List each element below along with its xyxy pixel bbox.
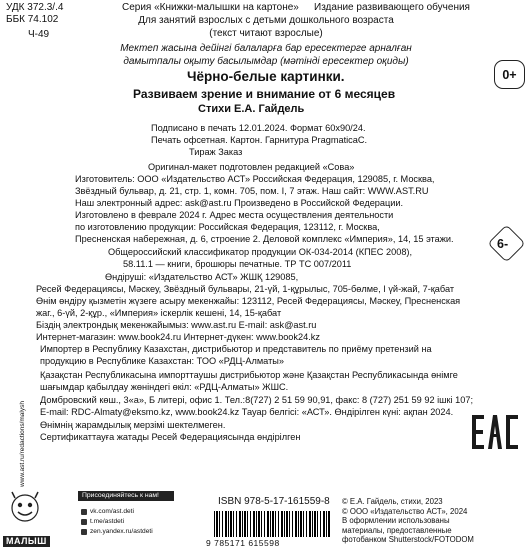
publisher-kz-line: Сертификаттауға жатады Ресей Федерациясында өндірілген <box>40 432 301 442</box>
book-subtitle: Развиваем зрение и внимание от 6 месяцев <box>133 87 396 101</box>
publisher-kz-line: продукцию в Республике Казахстан: ТОО «РДЦ-Алматы» <box>40 356 284 366</box>
social-link-zen[interactable]: zen.yandex.ru/astdeti <box>81 528 153 536</box>
publisher-kz-line: Өнім өндіру қызметін жүзеге асыру мекенжайы: 123112, Ресей Федерациясы, Мәскеу, Пресненская <box>36 296 461 306</box>
zen-icon <box>81 529 87 535</box>
edition-type: Издание развивающего обучения <box>314 2 470 13</box>
publisher-ru-line: 58.11.1 — книги, брошюры печатные. ТР ТС 007/2011 <box>123 259 352 269</box>
social-link-telegram[interactable]: t.me/astdeti <box>81 518 124 526</box>
copyright-line: © Е.А. Гайдель, стихи, 2023 <box>342 497 443 506</box>
copyright-line: © ООО «Издательство АСТ», 2024 <box>342 506 468 516</box>
site-url-vertical[interactable]: www.ast.ru/redactions/malysh <box>19 401 26 487</box>
age-mark-label: 6- <box>497 237 509 251</box>
bbk-code: ББК 74.102 <box>6 14 59 25</box>
publisher-kz-line: Ресей Федерациясы, Мәскеу, Звёздный бульвары, 21-үй, 1-құрылыс, 705-бөлме, I үй-жай, 7-қабат <box>36 284 455 294</box>
publisher-kz-line: Өнімнің жарамдылық мерзімі шектелмеген. <box>40 420 226 430</box>
reader-note-ru: (текст читают взрослые) <box>209 28 323 39</box>
publisher-kz-line: Домбровский көш., 3«а», Б литері, офис 1. Тел.:8(727) 2 51 59 90,91, факс: 8 (727) 251 59 92 ішкі 107; <box>40 395 474 405</box>
copyright-block <box>342 497 474 545</box>
publisher-ru-line: по изготовлению продукции: Российская Федерация, 123112, г. Москва, <box>75 222 380 232</box>
copyright-line: материалы, предоставленные <box>342 525 452 535</box>
audience-ru: Для занятий взрослых с детьми дошкольного возраста <box>138 15 394 26</box>
publisher-kz-line: Біздің электрондық мекенжайымыз: www.ast.ru E-mail: ask@ast.ru <box>36 320 317 330</box>
publisher-ru-line: Оригинал-макет подготовлен редакцией «Сова» <box>148 162 355 172</box>
malysh-logo-icon <box>4 490 46 534</box>
join-us-label: Присоединяйтесь к нам! <box>78 491 174 501</box>
udk-code: УДК 372.3/.4 <box>6 2 64 13</box>
publisher-kz-line: шағымдар қабылдау жөніндегі өкіл: «РДЦ-Алматы» ЖШС. <box>40 382 289 392</box>
audience-kz-line2: дамытпалы оқыту басылымдар (мәтіндi ересектер оқиды) <box>123 56 409 67</box>
copyright-line: В оформлении использованы <box>342 516 450 525</box>
audience-kz-line1: Мектеп жасына дейінгі балаларға бар ересектерге арналған <box>120 43 412 54</box>
age-rating-badge: 0+ <box>494 60 525 89</box>
series-label: Серия «Книжки-малышки на картоне» <box>122 2 299 13</box>
eac-conformity-icon <box>470 412 520 452</box>
barcode-digits: 9 785171 615598 <box>206 538 280 548</box>
publisher-kz-line: Қазақстан Республикасына импорттаушы дистрибьютор және Қазақстан Республикасында өнімге <box>40 370 458 380</box>
publisher-ru-line: Изготовлено в феврале 2024 г. Адрес места осуществления деятельности <box>75 210 394 220</box>
publisher-ru-line: Общероссийский классификатор продукции ОК-034-2014 (КПЕС 2008), <box>108 247 413 257</box>
publisher-ru-line: Изготовитель: ООО «Издательство АСТ» Российская Федерация, 129085, г. Москва, <box>75 174 435 184</box>
publisher-kz-line: жаг., 6-үй, 2-құр., «Империя» іскерлік кешені, 14, 15-қабат <box>36 308 282 318</box>
copyright-line: фотобанком Shutterstock/FOTODOM <box>342 535 474 544</box>
imprint-line: Подписано в печать 12.01.2024. Формат 60x90/24. <box>151 123 366 133</box>
publisher-ru-line: Пресненская набережная, д. 6, строение 2. Деловой комплекс «Империя», 14, 15 этажи. <box>75 234 454 244</box>
author-sign-code: Ч-49 <box>28 29 50 40</box>
publisher-ru-line: Наш электронный адрес: ask@ast.ru Произведено в Российской Федерации. <box>75 198 404 208</box>
imprint-line: Печать офсетная. Картон. Гарнитура PragmaticaC. <box>151 135 368 145</box>
book-author-line: Стихи Е.А. Гайдель <box>198 103 305 115</box>
publisher-kz-line: Өндіруші: «Издательство АСТ» ЖШҚ 129085, <box>105 272 299 282</box>
social-link-vk[interactable]: vk.com/ast.deti <box>81 508 134 516</box>
isbn-barcode <box>214 511 330 537</box>
publisher-ru-line: Звёздный бульвар, д. 21, стр. 1, комн. 705, пом. I, 7 этаж. Наш сайт: WWW.AST.RU <box>75 186 429 196</box>
book-title: Чёрно-белые картинки. <box>187 69 345 84</box>
publisher-kz-line: E-mail: RDC-Almaty@eksmo.kz, www.book24.kz Тауар белгісі: «АСТ». Өндірілген күні: ақпан 2024. <box>40 407 454 417</box>
imprint-line: Тираж Заказ <box>189 147 243 157</box>
telegram-icon <box>81 519 87 525</box>
malysh-logo-text: МАЛЫШ <box>3 536 50 547</box>
isbn: ISBN 978-5-17-161559-8 <box>218 496 330 507</box>
publisher-kz-line: Интернет-магазин: www.book24.ru Интернет-дүкен: www.book24.kz <box>36 332 320 342</box>
publisher-kz-line: Импортер в Республику Казахстан, дистрибьютор и представитель по приёму претензий на <box>40 344 432 354</box>
vk-icon <box>81 509 87 515</box>
